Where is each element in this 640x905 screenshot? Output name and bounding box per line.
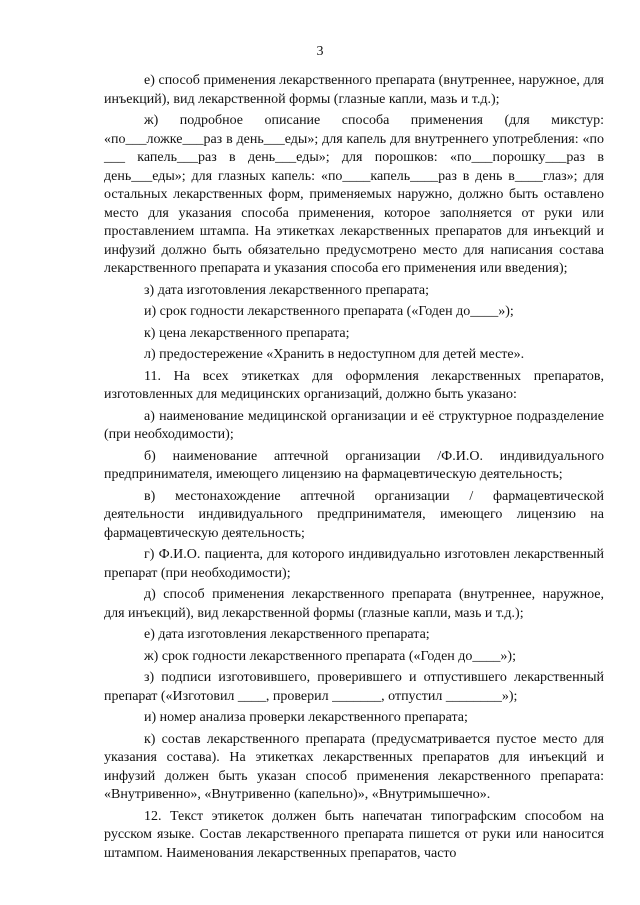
paragraph-item-l-warning: л) предостережение «Хранить в недоступном для детей месте». [144, 347, 525, 362]
paragraph-item-e-application-method: е) способ применения лекарственного препарата (внутреннее, наружное, для инъекций), вид лекарственной формы (глазные капли, мазь и т.д.); [104, 73, 604, 107]
paragraph-clause-12: 12. Текст этикеток должен быть напечатан типографским способом на русском языке. Состав лекарственного препарата пишется от руки или наносится штампом. Наименования лекарственных препаратов, часто [104, 808, 604, 861]
body-text [104, 72, 604, 866]
paragraph-item-k-composition: к) состав лекарственного препарата (предусматривается пустое место для указания состава). На этикетках лекарственных препаратов для инъекций и инфузий должен быть указан способ применения лекарственного препарата: «Внутривенно», «Внутривенно (капельно)», «Внутримышечно». [104, 731, 604, 802]
paragraph-item-zh-expiry-date: ж) срок годности лекарственного препарата («Годен до____»); [144, 648, 516, 664]
paragraph-item-e-manufacture-date: е) дата изготовления лекарственного препарата; [144, 627, 430, 642]
paragraph-item-i-analysis-number: и) номер анализа проверки лекарственного препарата; [144, 710, 468, 725]
page-number: 3 [316, 44, 324, 59]
paragraph-item-z-signatures: з) подписи изготовившего, проверившего и отпустившего лекарственный препарат («Изготовил ____, проверил _______, отпустил ________»); [104, 670, 604, 704]
paragraph-item-z-manufacture-date: з) дата изготовления лекарственного препарата; [144, 282, 429, 298]
paragraph-item-i-expiry-date: и) срок годности лекарственного препарата («Годен до____»); [144, 304, 514, 319]
paragraph-item-b-pharmacy-name: б) наименование аптечной организации /Ф.И.О. индивидуального предпринимателя, имеющего лицензию на фармацевтическую деятельность; [104, 448, 604, 482]
paragraph-item-d-application-method: д) способ применения лекарственного препарата (внутреннее, наружное, для инъекций), вид лекарственной формы (глазные капли, мазь и т.д.); [104, 587, 604, 621]
paragraph-item-a-medical-organization: а) наименование медицинской организации и её структурное подразделение (при необходимости); [104, 408, 604, 442]
paragraph-item-g-patient-name: г) Ф.И.О. пациента, для которого индивидуально изготовлен лекарственный препарат (при необходимости); [104, 547, 604, 581]
paragraph-item-zh-detailed-method: ж) подробное описание способа применения (для микстур: «по___ложке___раз в день___еды»; для капель для внутреннего употребления: «по ___ капель___раз в день___еды»; для порошков: «по___порошку___раз в день___еды»; для глазных капель: «по____капель____раз в день в____глаз»; для остальных лекарственных форм, применяемых наружно, должно быть оставлено место для указания способа применения, которое заполняется от руки или проставлением штампа. На этикетках лекарственных препаратов для инъекций и инфузий должно быть обязательно предусмотрено место для написания состава лекарственного препарата и указания способа его применения или введения); [104, 113, 604, 276]
paragraph-item-v-pharmacy-location: в) местонахождение аптечной организации / фармацевтической деятельности индивидуального предпринимателя, имеющего лицензию на фармацевтическую деятельность; [104, 488, 604, 541]
paragraph-item-k-price: к) цена лекарственного препарата; [144, 325, 350, 341]
paragraph-clause-11: 11. На всех этикетках для оформления лекарственных препаратов, изготовленных для медицинских организаций, должно быть указано: [104, 368, 604, 402]
